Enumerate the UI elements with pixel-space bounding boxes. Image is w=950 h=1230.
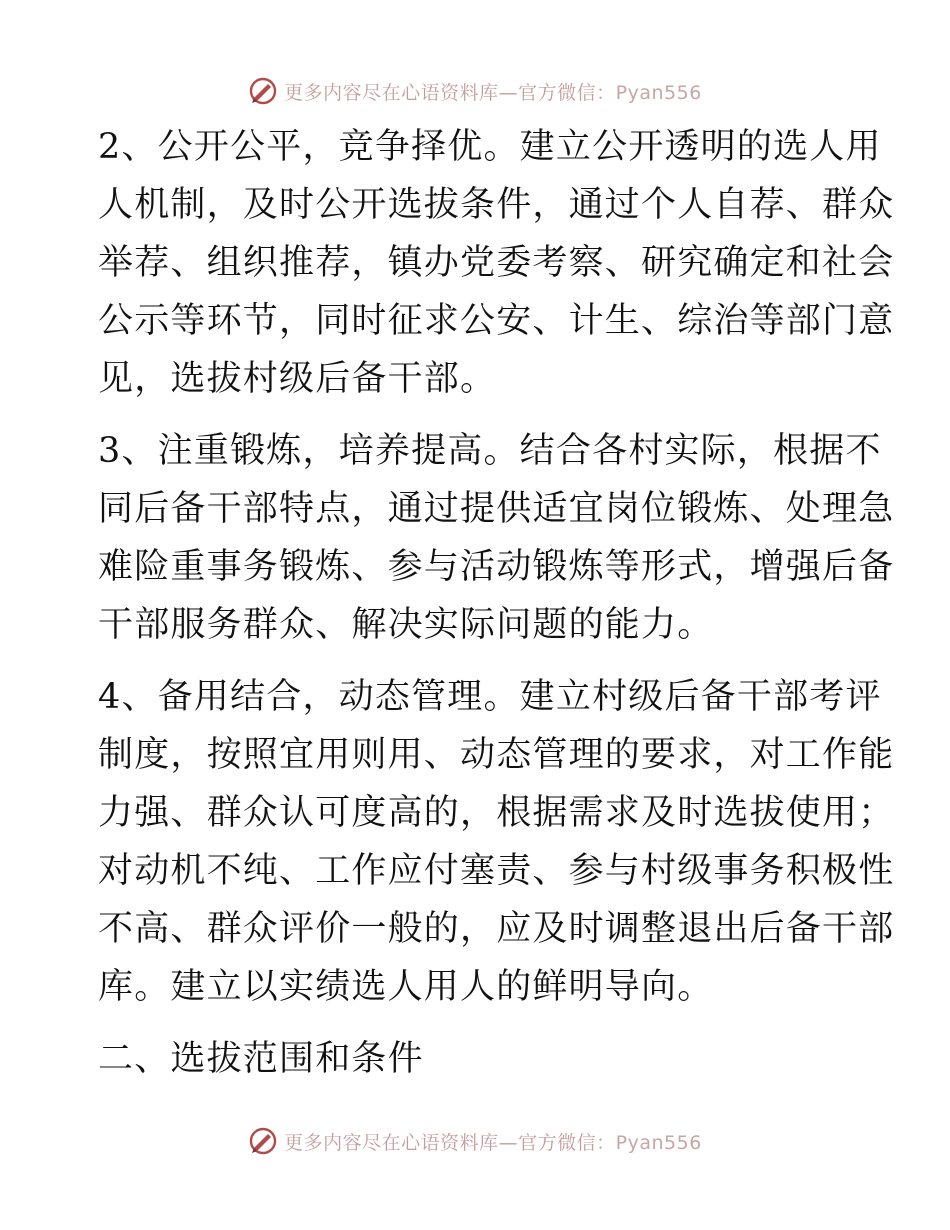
watermark-wechat-id: Pyan556	[615, 81, 702, 104]
watermark-group	[248, 1126, 702, 1156]
paragraph-line: 4、备用结合，动态管理。建立村级后备干部考评	[98, 677, 882, 717]
paragraph-line: 制度，按照宜用则用、动态管理的要求，对工作能	[98, 735, 895, 775]
watermark-text-cn: 更多内容尽在心语资料库—官方微信：	[284, 1131, 616, 1154]
watermark-text	[284, 78, 702, 105]
watermark-wechat-id: Pyan556	[615, 1131, 702, 1154]
paragraph-line: 难险重事务锻炼、参与活动锻炼等形式，增强后备	[98, 547, 895, 587]
paragraph-line: 对动机不纯、工作应付塞责、参与村级事务积极性	[98, 851, 895, 891]
pen-logo-icon	[248, 76, 278, 106]
paragraph-line: 不高、群众评价一般的，应及时调整退出后备干部	[98, 909, 895, 949]
paragraph-item-3	[98, 422, 895, 654]
paragraph-line: 同后备干部特点，通过提供适宜岗位锻炼、处理急	[98, 489, 895, 529]
paragraph-line: 见，选拔村级后备干部。	[98, 359, 497, 399]
paragraph-line: 干部服务群众、解决实际问题的能力。	[98, 605, 714, 645]
paragraph-line: 2、公开公平，竞争择优。建立公开透明的选人用	[98, 127, 882, 167]
document-body	[98, 118, 895, 1088]
paragraph-line: 库。建立以实绩选人用人的鲜明导向。	[98, 967, 714, 1007]
paragraph-item-2	[98, 118, 895, 408]
paragraph-line: 力强、群众认可度高的，根据需求及时选拔使用；	[98, 793, 895, 833]
footer-watermark	[0, 1124, 950, 1158]
paragraph-item-4	[98, 668, 895, 1016]
section-heading: 二、选拔范围和条件	[98, 1039, 424, 1079]
watermark-text-cn: 更多内容尽在心语资料库—官方微信：	[284, 81, 616, 104]
paragraph-line: 举荐、组织推荐，镇办党委考察、研究确定和社会	[98, 243, 895, 283]
watermark-group	[248, 76, 702, 106]
pen-logo-icon	[248, 1126, 278, 1156]
paragraph-line: 人机制，及时公开选拔条件，通过个人自荐、群众	[98, 185, 895, 225]
paragraph-line: 3、注重锻炼，培养提高。结合各村实际，根据不	[98, 431, 882, 471]
paragraph-line: 公示等环节，同时征求公安、计生、综治等部门意	[98, 301, 895, 341]
watermark-text	[284, 1128, 702, 1155]
header-watermark	[0, 74, 950, 108]
